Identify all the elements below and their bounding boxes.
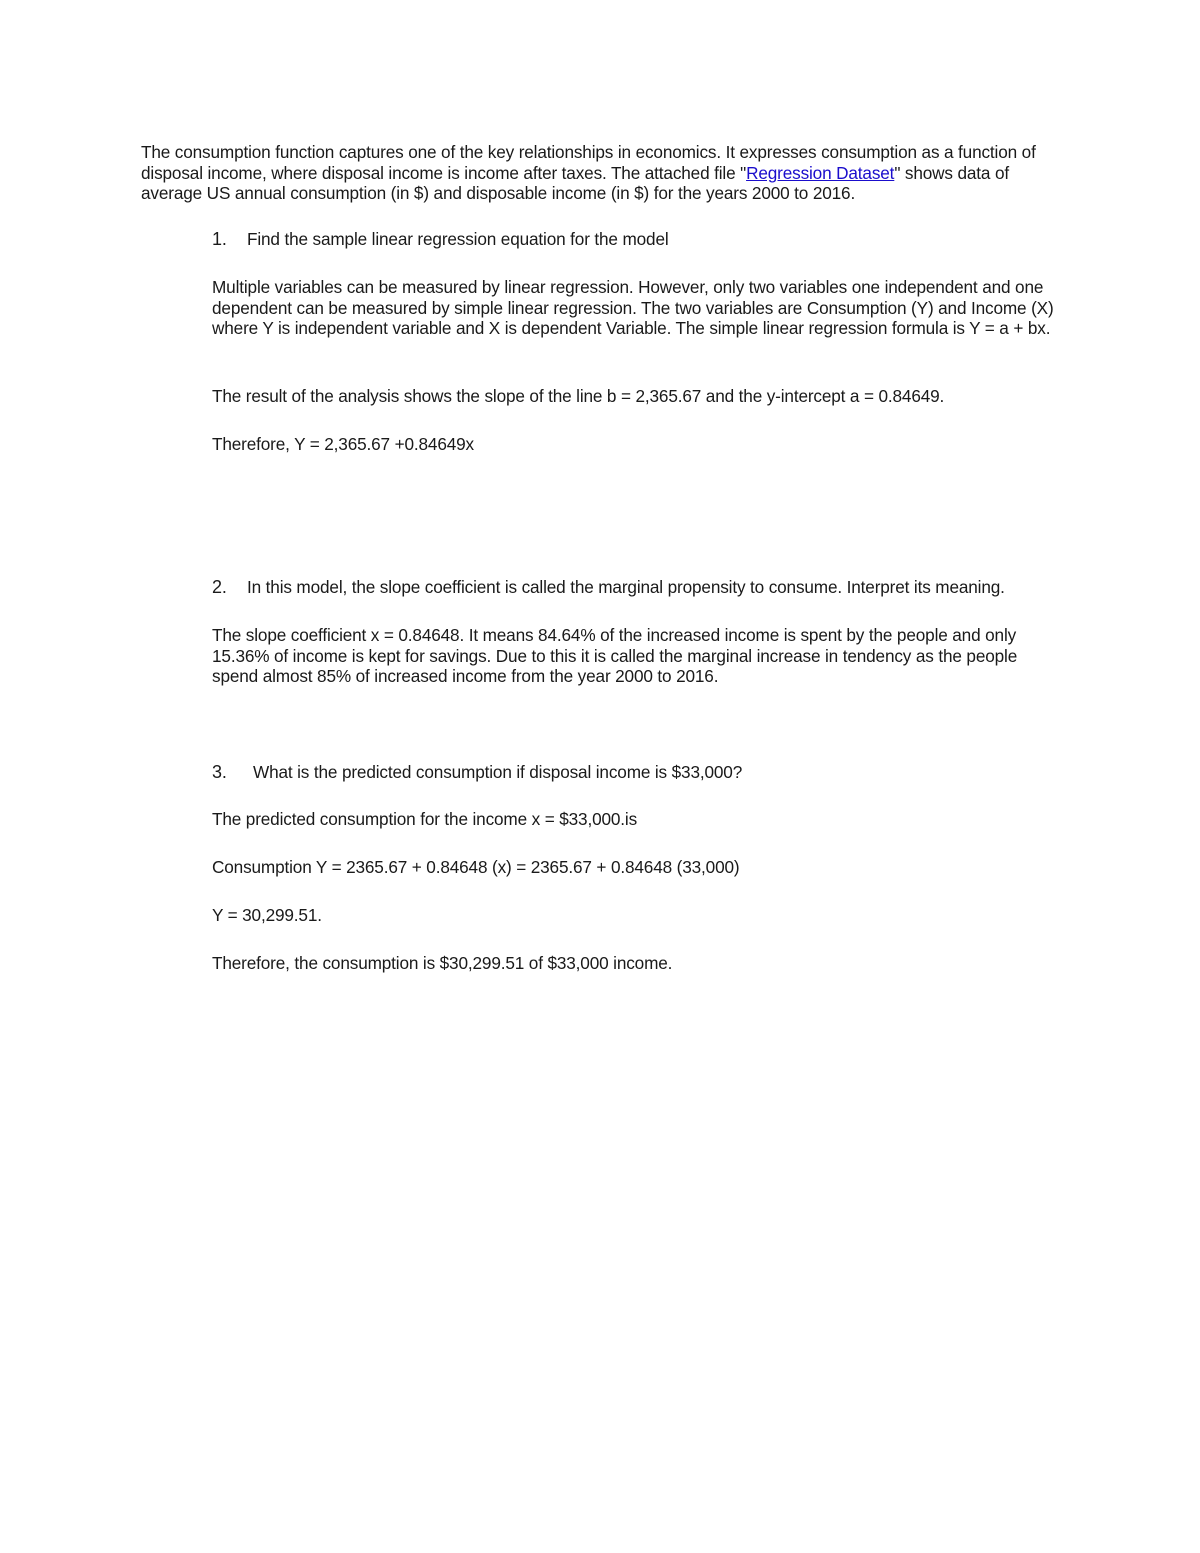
question-1-answer-2: The result of the analysis shows the slope of the line b = 2,365.67 and the y-intercept a = 0.84649.	[212, 386, 945, 406]
question-3-answer-3: Y = 30,299.51.	[212, 905, 322, 925]
intro-text-after-link: " shows data of average US annual consumption (in $) and disposable income (in $) for the years 2000 to 2016.	[141, 162, 1009, 203]
question-3-answer-1: The predicted consumption for the income x = $33,000.is	[212, 809, 638, 829]
question-2-text: In this model, the slope coefficient is called the marginal propensity to consume. Interpret its meaning.	[247, 577, 1005, 597]
question-2-answer-1: The slope coefficient x = 0.84648. It means 84.64% of the increased income is spent by the people and only 15.36% of income is kept for savings. Due to this it is called the marginal increase in tendency as the people spend almost 85% of increased income from the year 2000 to 2016.	[212, 625, 1018, 686]
intro-paragraph	[141, 142, 1066, 204]
question-1-number: 1.	[212, 229, 227, 249]
question-1	[212, 229, 1062, 250]
question-3-answer-4: Therefore, the consumption is $30,299.51 of $33,000 income.	[212, 953, 673, 973]
question-2-number: 2.	[212, 577, 227, 597]
regression-dataset-link[interactable]: Regression Dataset	[746, 162, 895, 183]
question-1-answer-3: Therefore, Y = 2,365.67 +0.84649x	[212, 434, 474, 454]
question-3	[212, 762, 1062, 783]
question-1-text: Find the sample linear regression equation for the model	[247, 229, 669, 249]
question-2	[212, 577, 1062, 598]
question-3-text: What is the predicted consumption if disposal income is $33,000?	[253, 762, 743, 782]
intro-text-before-link: The consumption function captures one of the key relationships in economics. It expresses consumption as a function of disposal income, where disposal income is income after taxes. The attached file "	[141, 142, 1036, 183]
question-3-answer-2: Consumption Y = 2365.67 + 0.84648 (x) = 2365.67 + 0.84648 (33,000)	[212, 857, 740, 877]
question-1-answer-1: Multiple variables can be measured by linear regression. However, only two variables one independent and one dependent can be measured by simple linear regression. The two variables are Consumption (Y) and Income (X) where Y is independent variable and X is dependent Variable. The simple linear regression formula is Y = a + bx.	[212, 277, 1054, 338]
question-3-number: 3.	[212, 762, 227, 782]
